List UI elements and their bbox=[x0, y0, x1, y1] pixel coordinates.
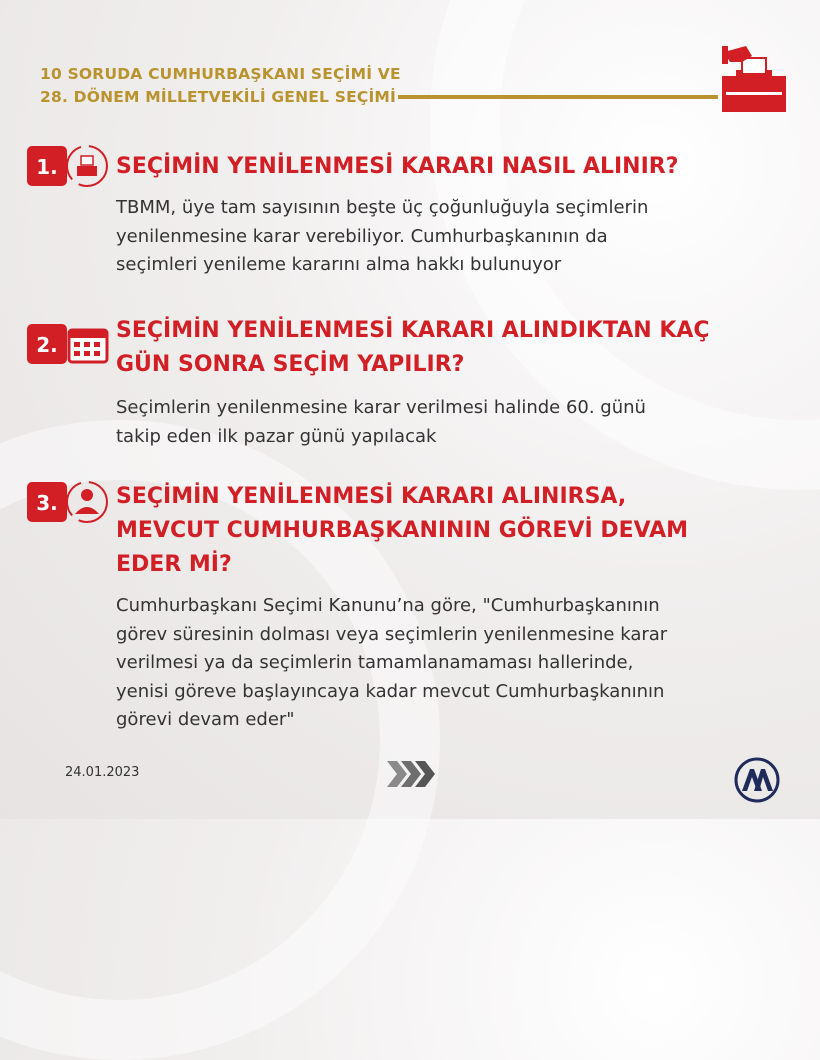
question-3-body-line: yenisi göreve başlayıncaya kadar mevcut Cumhurbaşkanının bbox=[116, 680, 665, 702]
question-3-title-line: SEÇİMİN YENİLENMESİ KARARI ALINIRSA, bbox=[116, 484, 627, 509]
person-cycle-icon bbox=[75, 489, 99, 514]
question-3-number: 3. bbox=[36, 491, 58, 515]
question-3-body-line: görevi devam eder" bbox=[116, 709, 295, 730]
question-3-title-line: MEVCUT CUMHURBAŞKANININ GÖREVİ DEVAM bbox=[116, 518, 689, 543]
question-1-badge bbox=[27, 142, 109, 190]
triple-chevron-icon bbox=[385, 757, 437, 791]
publish-date: 24.01.2023 bbox=[65, 765, 140, 780]
question-1-body-line: TBMM, üye tam sayısının beşte üç çoğunluğuyla seçimlerin bbox=[116, 197, 649, 218]
aa-logo-icon bbox=[734, 757, 780, 803]
ballot-box-icon bbox=[722, 40, 786, 112]
question-1-body bbox=[116, 194, 756, 280]
question-1-number: 1. bbox=[36, 155, 58, 179]
calendar-icon bbox=[69, 330, 107, 362]
question-1-body-line: seçimleri yenileme kararını alma hakkı bulunuyor bbox=[116, 254, 562, 275]
question-3-title bbox=[116, 480, 688, 582]
question-3-body-line: görev süresinin dolması veya seçimlerin yenilenmesine karar bbox=[116, 623, 668, 645]
question-2-body-line: Seçimlerin yenilenmesine karar verilmesi halinde 60. günü bbox=[116, 397, 646, 418]
question-2-title bbox=[116, 314, 710, 382]
ballot-cycle-icon bbox=[77, 156, 97, 176]
question-3-badge bbox=[27, 478, 109, 526]
header-title-line-1: 10 SORUDA CUMHURBAŞKANI SEÇİMİ VE bbox=[40, 65, 401, 83]
question-3-body-line: Cumhurbaşkanı Seçimi Kanunu’na göre, "Cumhurbaşkanının bbox=[116, 595, 660, 616]
question-2-title-line: SEÇİMİN YENİLENMESİ KARARI ALINDIKTAN KAÇ bbox=[116, 318, 710, 343]
header-divider bbox=[398, 95, 718, 99]
question-2-number: 2. bbox=[36, 333, 58, 357]
header-title bbox=[40, 63, 401, 109]
question-3-body bbox=[116, 592, 756, 735]
question-2-body bbox=[116, 394, 756, 451]
header-title-line-2: 28. DÖNEM MİLLETVEKİLİ GENEL SEÇİMİ bbox=[40, 88, 397, 106]
question-3-title-line: EDER Mİ? bbox=[116, 552, 232, 577]
question-2-badge bbox=[27, 320, 109, 368]
question-1-body-line: yenilenmesine karar verebiliyor. Cumhurbaşkanının da bbox=[116, 225, 608, 247]
question-2-body-line: takip eden ilk pazar günü yapılacak bbox=[116, 425, 437, 447]
question-3-body-line: verilmesi ya da seçimlerin tamamlanamaması hallerinde, bbox=[116, 652, 634, 673]
question-1-title-line: SEÇİMİN YENİLENMESİ KARARI NASIL ALINIR? bbox=[116, 154, 679, 179]
question-1-title bbox=[116, 150, 678, 184]
question-2-title-line: GÜN SONRA SEÇİM YAPILIR? bbox=[116, 352, 465, 377]
